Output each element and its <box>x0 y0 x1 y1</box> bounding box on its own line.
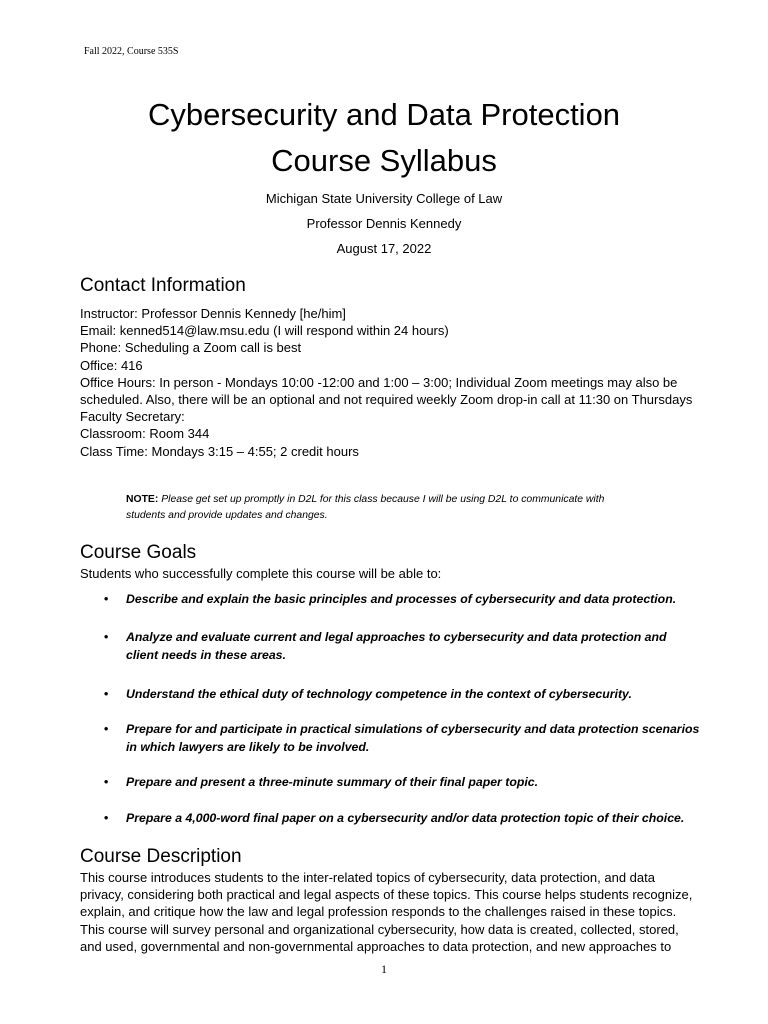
description-block <box>80 869 693 955</box>
goal-item: • Prepare a 4,000-word final paper on a cybersecurity and/or data protection topic of their choice. <box>104 811 685 825</box>
description-line: This course will survey personal and organizational cybersecurity, how data is created, collected, stored, <box>80 921 679 937</box>
note-text-line-1: Please get set up promptly in D2L for this class because I will be using D2L to communicate with <box>161 494 605 505</box>
bullet-icon: • <box>104 592 109 606</box>
contact-line: scheduled. Also, there will be an optional and not required weekly Zoom drop-in call at 11:30 on Thursdays <box>80 392 693 408</box>
contact-line: Faculty Secretary: <box>80 409 185 425</box>
description-heading: Course Description <box>80 846 242 867</box>
bullet-icon: • <box>104 722 109 736</box>
goal-item: • Analyze and evaluate current and legal approaches to cybersecurity and data protection and client needs in these areas. <box>104 630 667 662</box>
contact-line: Class Time: Mondays 3:15 – 4:55; 2 credit hours <box>80 443 359 459</box>
description-line: and used, governmental and non-governmental approaches to data protection, and new approaches to <box>80 938 672 954</box>
institution-line: Michigan State University College of Law <box>265 191 503 206</box>
bullet-icon: • <box>104 811 109 825</box>
goal-item: • Describe and explain the basic principles and processes of cybersecurity and data protection. <box>104 592 677 606</box>
bullet-icon: • <box>104 775 109 789</box>
note-text-line-2: students and provide updates and changes. <box>126 510 328 521</box>
contact-block <box>80 305 693 460</box>
header-note: Fall 2022, Course 535S <box>84 46 179 57</box>
contact-line: Office: 416 <box>80 357 143 373</box>
goal-item: • Prepare and present a three-minute summary of their final paper topic. <box>104 775 539 789</box>
contact-line: Office Hours: In person - Mondays 10:00 -12:00 and 1:00 – 3:00; Individual Zoom meetings may also be <box>80 374 678 390</box>
note-label: NOTE: <box>126 494 159 505</box>
professor-line: Professor Dennis Kennedy <box>306 216 462 231</box>
document-title-line-2: Course Syllabus <box>271 143 497 178</box>
contact-line: Instructor: Professor Dennis Kennedy [he/him] <box>80 306 346 321</box>
description-line: This course introduces students to the inter-related topics of cybersecurity, data protection, and data <box>80 870 655 885</box>
d2l-note <box>126 492 686 524</box>
goals-heading: Course Goals <box>80 542 197 563</box>
date-line: August 17, 2022 <box>336 241 432 256</box>
contact-line: Email: kenned514@law.msu.edu (I will respond within 24 hours) <box>80 323 449 339</box>
bullet-icon: • <box>104 687 109 701</box>
description-line: privacy, considering both practical and legal aspects of these topics. This course helps students recognize, <box>80 887 693 903</box>
goal-item: • Prepare for and participate in practical simulations of cybersecurity and data protection scenarios in which lawyers are likely to be involved. <box>104 722 700 754</box>
contact-heading: Contact Information <box>80 275 246 296</box>
goals-intro: Students who successfully complete this course will be able to: <box>80 566 442 581</box>
document-title-line-1: Cybersecurity and Data Protection <box>147 97 621 132</box>
goal-item: • Understand the ethical duty of technology competence in the context of cybersecurity. <box>104 687 632 701</box>
bullet-icon: • <box>104 630 109 644</box>
description-line: explain, and critique how the law and legal profession responds to the challenges raised in these topics. <box>80 904 677 920</box>
contact-line: Classroom: Room 344 <box>80 426 210 442</box>
contact-line: Phone: Scheduling a Zoom call is best <box>80 340 302 356</box>
page-number: 1 <box>381 962 387 976</box>
